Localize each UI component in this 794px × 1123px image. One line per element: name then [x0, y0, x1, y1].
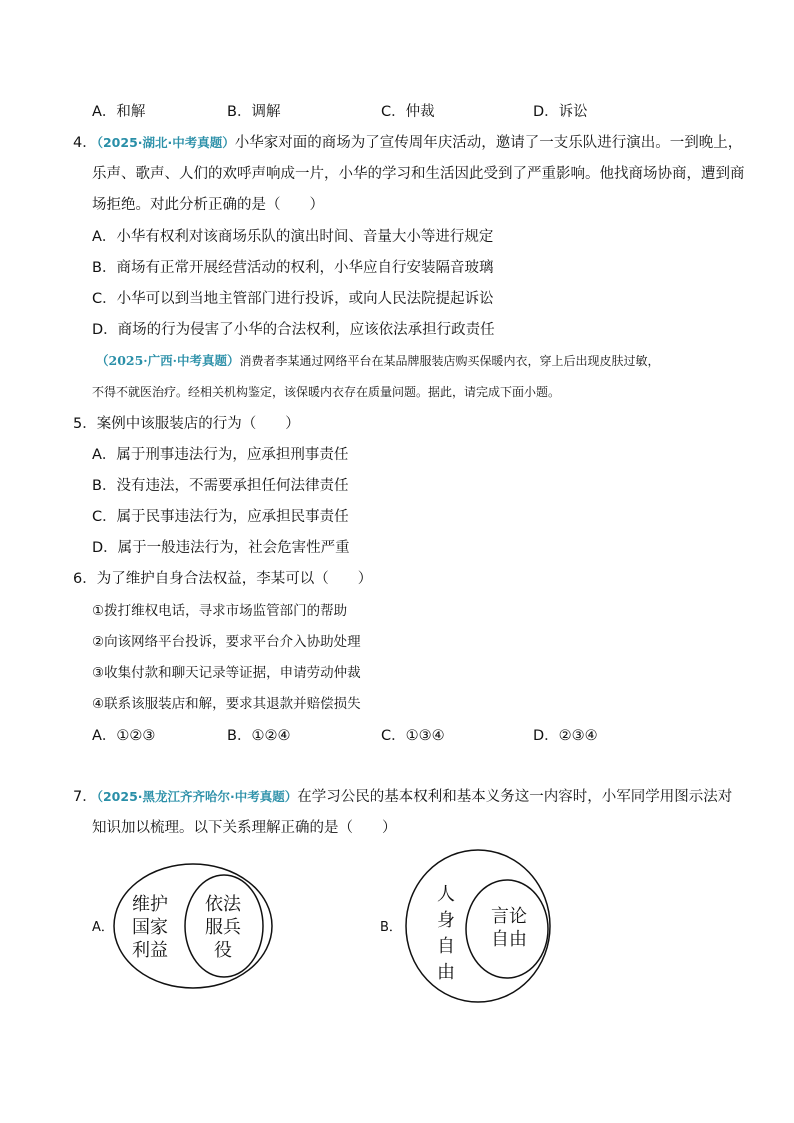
- q7-diagram-b: [404, 848, 552, 1004]
- q7-diagram-a-label: A．: [92, 920, 114, 935]
- q7-diagram-b-outer-text: [437, 882, 455, 986]
- q7-diagram-a-inner-line1: 依法: [205, 894, 241, 915]
- q6-option-b: B．①②④: [227, 728, 291, 744]
- q3-option-d: D．诉讼: [533, 104, 588, 120]
- q7-stem-line1: [73, 787, 732, 807]
- q7-diagram-a-outer-text: [132, 893, 168, 962]
- q4-stem-text1: 小华家对面的商场为了宣传周年庆活动，邀请了一支乐队进行演出。一到晚上，: [234, 135, 743, 151]
- q6-item-1: ①拨打维权电话，寻求市场监管部门的帮助: [92, 603, 348, 619]
- q7-diagram-b-inner-line2: 自由: [491, 929, 527, 950]
- q6-option-d: D．②③④: [533, 728, 598, 744]
- q4-number: 4．: [73, 135, 97, 151]
- q4-option-a: A．小华有权利对该商场乐队的演出时间、音量大小等进行规定: [92, 229, 494, 245]
- q5-option-d: D．属于一般违法行为，社会危害性严重: [92, 540, 350, 556]
- q7-diagram-b-inner-line1: 言论: [491, 906, 527, 927]
- q6-stem: 6．为了维护自身合法权益，李某可以（ ）: [73, 571, 373, 587]
- q7-diagram-b-outer-line2: 身: [437, 910, 455, 931]
- q6-item-4: ④联系该服装店和解，要求其退款并赔偿损失: [92, 696, 361, 712]
- q7-diagram-b-outer-line4: 由: [437, 962, 455, 983]
- q5-option-b: B．没有违法，不需要承担任何法律责任: [92, 478, 349, 494]
- q7-diagram-b-label: B．: [380, 920, 402, 935]
- q7-diagram-a-outer-line1: 维护: [132, 894, 168, 915]
- case-intro-line2: 不得不就医治疗。经相关机构鉴定，该保暖内衣存在质量问题。据此，请完成下面小题。: [92, 385, 561, 399]
- q4-source: （2025·湖北·中考真题）: [96, 135, 235, 150]
- q7-diagram-b-outer-circle: [406, 850, 550, 1002]
- q7-diagram-a-inner-text: [205, 893, 241, 962]
- q7-diagram-a-outer-line2: 国家: [132, 917, 168, 938]
- q5-option-a: A．属于刑事违法行为，应承担刑事责任: [92, 447, 349, 463]
- q7-diagram-b-outer-line1: 人: [437, 884, 455, 905]
- q6-item-2: ②向该网络平台投诉，要求平台介入协助处理: [92, 634, 361, 650]
- case-intro-text1: 消费者李某通过网络平台在某品牌服装店购买保暖内衣，穿上后出现皮肤过敏，: [239, 354, 660, 368]
- case-intro-line1: [96, 351, 660, 371]
- q7-number: 7．: [73, 789, 97, 805]
- q5-stem: 5．案例中该服装店的行为（ ）: [73, 416, 300, 432]
- q6-option-a: A．①②③: [92, 728, 156, 744]
- q3-option-a: A．和解: [92, 104, 146, 120]
- q4-stem-line3: 场拒绝。对此分析正确的是（ ）: [92, 197, 324, 213]
- q3-option-b: B．调解: [227, 104, 281, 120]
- q5-option-c: C．属于民事违法行为，应承担民事责任: [92, 509, 349, 525]
- q7-diagram-b-outer-line3: 自: [437, 936, 455, 957]
- q6-option-c: C．①③④: [381, 728, 445, 744]
- q7-source: （2025·黑龙江齐齐哈尔·中考真题）: [96, 789, 298, 804]
- q3-option-c: C．仲裁: [381, 104, 435, 120]
- q4-option-c: C．小华可以到当地主管部门进行投诉，或向人民法院提起诉讼: [92, 291, 494, 307]
- q7-diagram-b-inner-text: [491, 905, 527, 951]
- q4-stem-line1: [73, 133, 742, 153]
- q7-diagram-a-inner-line3: 役: [214, 940, 232, 961]
- case-intro-source: （2025·广西·中考真题）: [96, 353, 240, 368]
- q7-diagram-a-outer-line3: 利益: [132, 940, 168, 961]
- q4-stem-line2: 乐声、歌声、人们的欢呼声响成一片，小华的学习和生活因此受到了严重影响。他找商场协商，遭到商: [92, 166, 745, 182]
- q7-stem-text1: 在学习公民的基本权利和基本义务这一内容时，小军同学用图示法对: [297, 789, 733, 805]
- q7-stem-line2: 知识加以梳理。以下关系理解正确的是（ ）: [92, 820, 397, 836]
- q7-diagram-a-inner-line2: 服兵: [205, 917, 241, 938]
- q4-option-b: B．商场有正常开展经营活动的权利，小华应自行安装隔音玻璃: [92, 260, 494, 276]
- q6-item-3: ③收集付款和聊天记录等证据，申请劳动仲裁: [92, 665, 361, 681]
- q4-option-d: D．商场的行为侵害了小华的合法权利，应该依法承担行政责任: [92, 322, 495, 338]
